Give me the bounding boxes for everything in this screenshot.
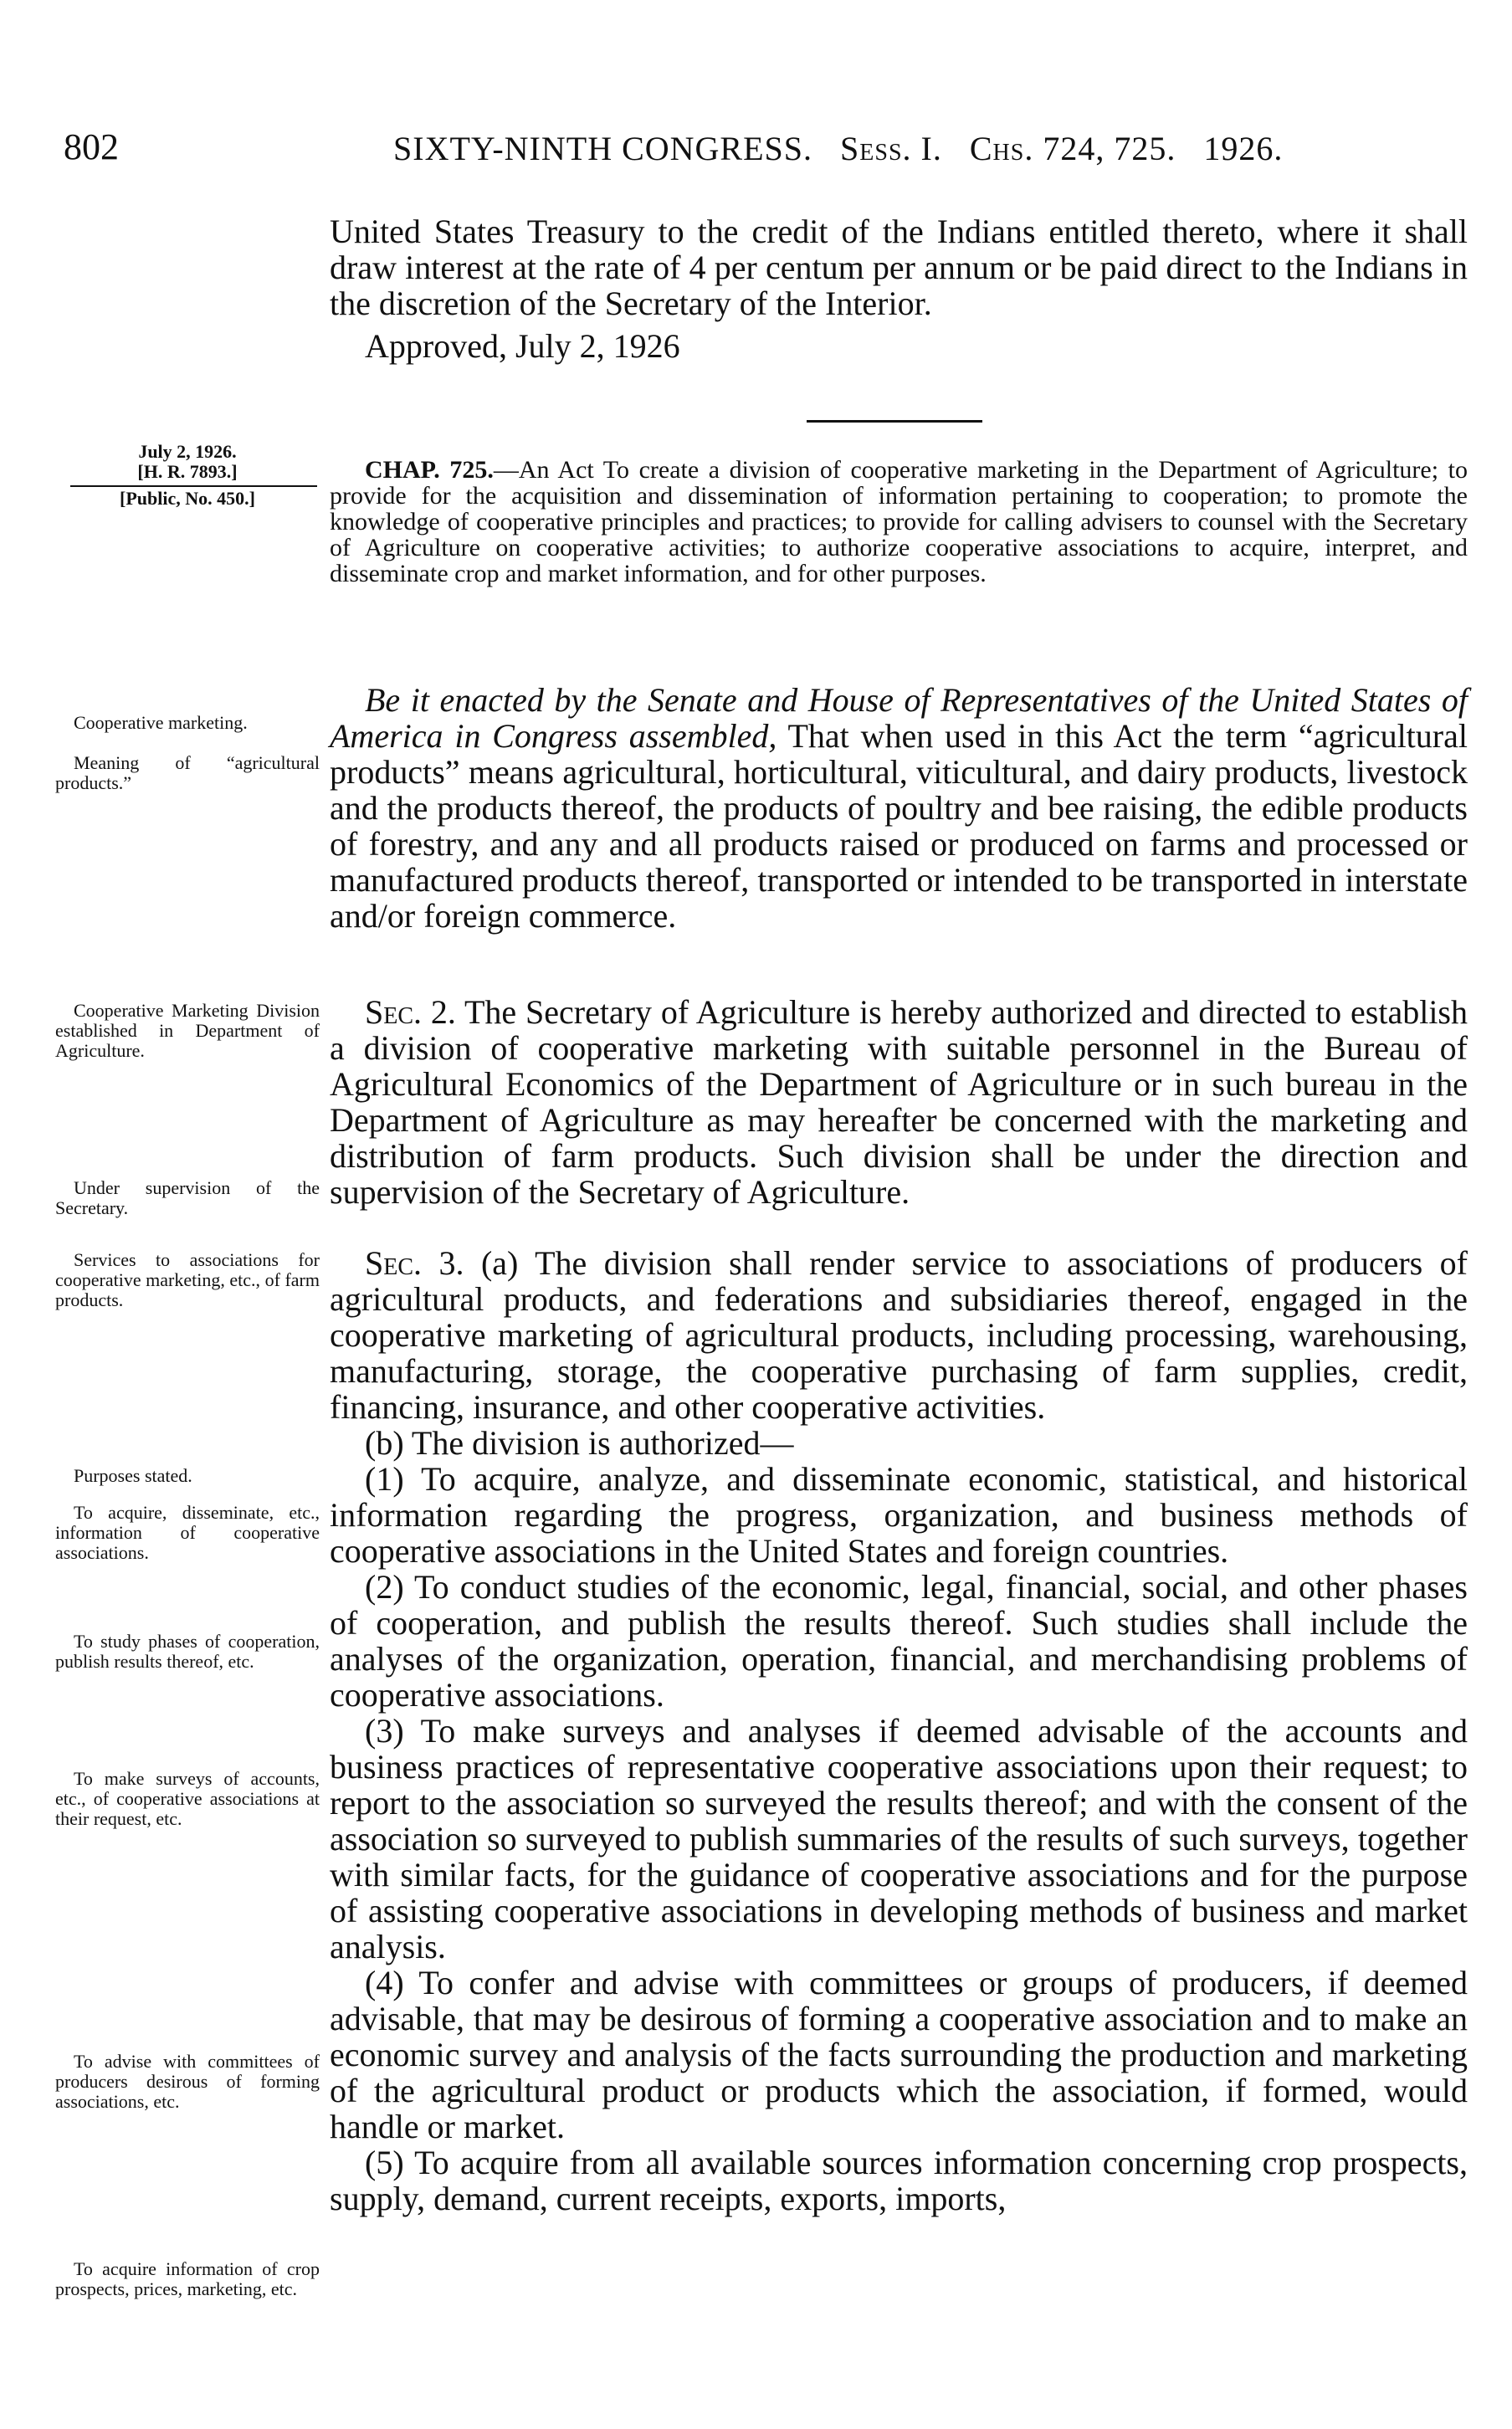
item-3: (3) To make surveys and analyses if deemed advisable of the accounts and business practices of representative cooperative associations upon their request; to report to the association so surveyed the results thereof; and with the consent of the association so surveyed to publish summaries of the results of such surveys, together with similar facts, for the guidance of cooperative associations and for the purpose of assisting cooperative associations in developing methods of business and market analysis. [330, 1712, 1468, 1965]
continuation-text: United States Treasury to the credit of the Indians entitled thereto, where it shall draw interest at the rate of 4 per centum per annum or be paid direct to the Indians in the discretion of the Secretary of the Interior. [330, 213, 1468, 322]
sec3-label: Sec. 3. [365, 1244, 464, 1282]
page-number: 802 [64, 126, 119, 167]
chapter-title [330, 457, 1468, 587]
margin-note-purposes: Purposes stated. [74, 1465, 192, 1486]
bill-number: [H. R. 7893.] [137, 461, 238, 482]
chapter-date: July 2, 1926. [138, 441, 237, 462]
chapter-title-block [330, 457, 1468, 587]
section-3-block [330, 1245, 1468, 2216]
margin-note-supervision: Under supervision of the Secretary. [55, 1177, 320, 1218]
margin-note-study-phases: To study phases of cooperation, publish results thereof, etc. [55, 1631, 320, 1672]
enacting-clause [330, 682, 1468, 934]
margin-note-meaning: Meaning of “agricultural products.” [55, 752, 320, 793]
continuation-block [330, 213, 1468, 364]
section-3a [330, 1245, 1468, 1425]
margin-note-services: Services to associations for cooperative marketing, etc., of farm products. [55, 1249, 320, 1310]
header-year: 1926. [1203, 130, 1284, 167]
item-2: (2) To conduct studies of the economic, legal, financial, social, and other phases of cooperation, and publish the results thereof. Such studies shall include the analyses of the organization, operation, financial, and merchandising problems of cooperative associations. [330, 1568, 1468, 1714]
chapter-title-text: —An Act To create a division of cooperative marketing in the Department of Agriculture; to provide for the acquisition and dissemination of information pertaining to cooperation; to promote the knowledge of cooperative principles and practices; to provide for calling advisers to counsel with the Secretary of Agriculture on cooperative activities; to authorize cooperative associations to acquire, interpret, and disseminate crop and market information, and for other purposes. [330, 456, 1468, 587]
sec3a-text: (a) The division shall render service to associations of producers of agricultural products, and federations and subsidiaries thereof, engaged in the cooperative marketing of agricultural products, including processing, warehousing, manufacturing, storage, the cooperative purchasing of farm supplies, credit, financing, insurance, and other cooperative activities. [330, 1244, 1468, 1426]
enacting-block [330, 682, 1468, 934]
item-1: (1) To acquire, analyze, and disseminate economic, statistical, and historical information regarding the progress, organization, and business methods of cooperative associations in the United States and foreign countries. [330, 1460, 1468, 1570]
margin-note-cooperative-marketing: Cooperative marketing. [74, 712, 248, 733]
margin-note-division-established: Cooperative Marketing Division established in Department of Agriculture. [55, 1000, 320, 1061]
chapters-label: Chs. 724, 725. [969, 130, 1176, 167]
section-2 [330, 994, 1468, 1210]
enacting-text: That when used in this Act the term “agricultural products” means agricultural, horticultural, viticultural, and dairy products, livestock and the products thereof, the products of poultry and bee raising, the edible products of forestry, and any and all products raised or produced on farms and processed or manufactured products thereof, transported or intended to be transported in interstate and/or foreign commerce. [330, 717, 1468, 935]
section-3b: (b) The division is authorized— [365, 1424, 794, 1462]
public-law-number: [Public, No. 450.] [120, 488, 255, 509]
margin-note-crop-prospects: To acquire information of crop prospects, prices, marketing, etc. [55, 2258, 320, 2299]
chapter-label: CHAP. 725. [365, 456, 494, 484]
page-header [50, 126, 1473, 176]
margin-note-acquire-disseminate: To acquire, disseminate, etc., information of cooperative associations. [55, 1502, 320, 1563]
section-2-block [330, 994, 1468, 1210]
congress-title: SIXTY-NINTH CONGRESS. [393, 130, 813, 167]
item-4: (4) To confer and advise with committees or groups of producers, if deemed advisable, that may be desirous of forming a cooperative association and to make an economic survey and analysis of the facts surrounding the production and marketing of the agricultural product or products which the association, if formed, would handle or market. [330, 1964, 1468, 2145]
meta-rule [70, 485, 317, 487]
approved-date: Approved, July 2, 1926 [365, 327, 680, 365]
chapter-date-note [55, 442, 320, 482]
item-5: (5) To acquire from all available sources information concerning crop prospects, supply, demand, current receipts, exports, imports, [330, 2144, 1468, 2217]
enacting-italic: Be it enacted by the Senate and House of Representatives of the United States of America in Congress assembled, [330, 681, 1468, 755]
running-head [393, 129, 1283, 168]
sec2-label: Sec. 2. [365, 993, 456, 1031]
margin-note-advise-committees: To advise with committees of producers desirous of forming associations, etc. [55, 2051, 320, 2112]
session-label: Sess. I. [840, 130, 942, 167]
chapter-separator-rule [807, 420, 982, 423]
margin-note-surveys: To make surveys of accounts, etc., of cooperative associations at their request, etc. [55, 1768, 320, 1829]
sec2-text: The Secretary of Agriculture is hereby authorized and directed to establish a division of cooperative marketing with suitable personnel in the Bureau of Agricultural Economics of the Department of Agriculture or in such bureau in the Department of Agriculture as may hereafter be concerned with the marketing and distribution of farm products. Such division shall be under the direction and supervision of the Secretary of Agriculture. [330, 993, 1468, 1211]
